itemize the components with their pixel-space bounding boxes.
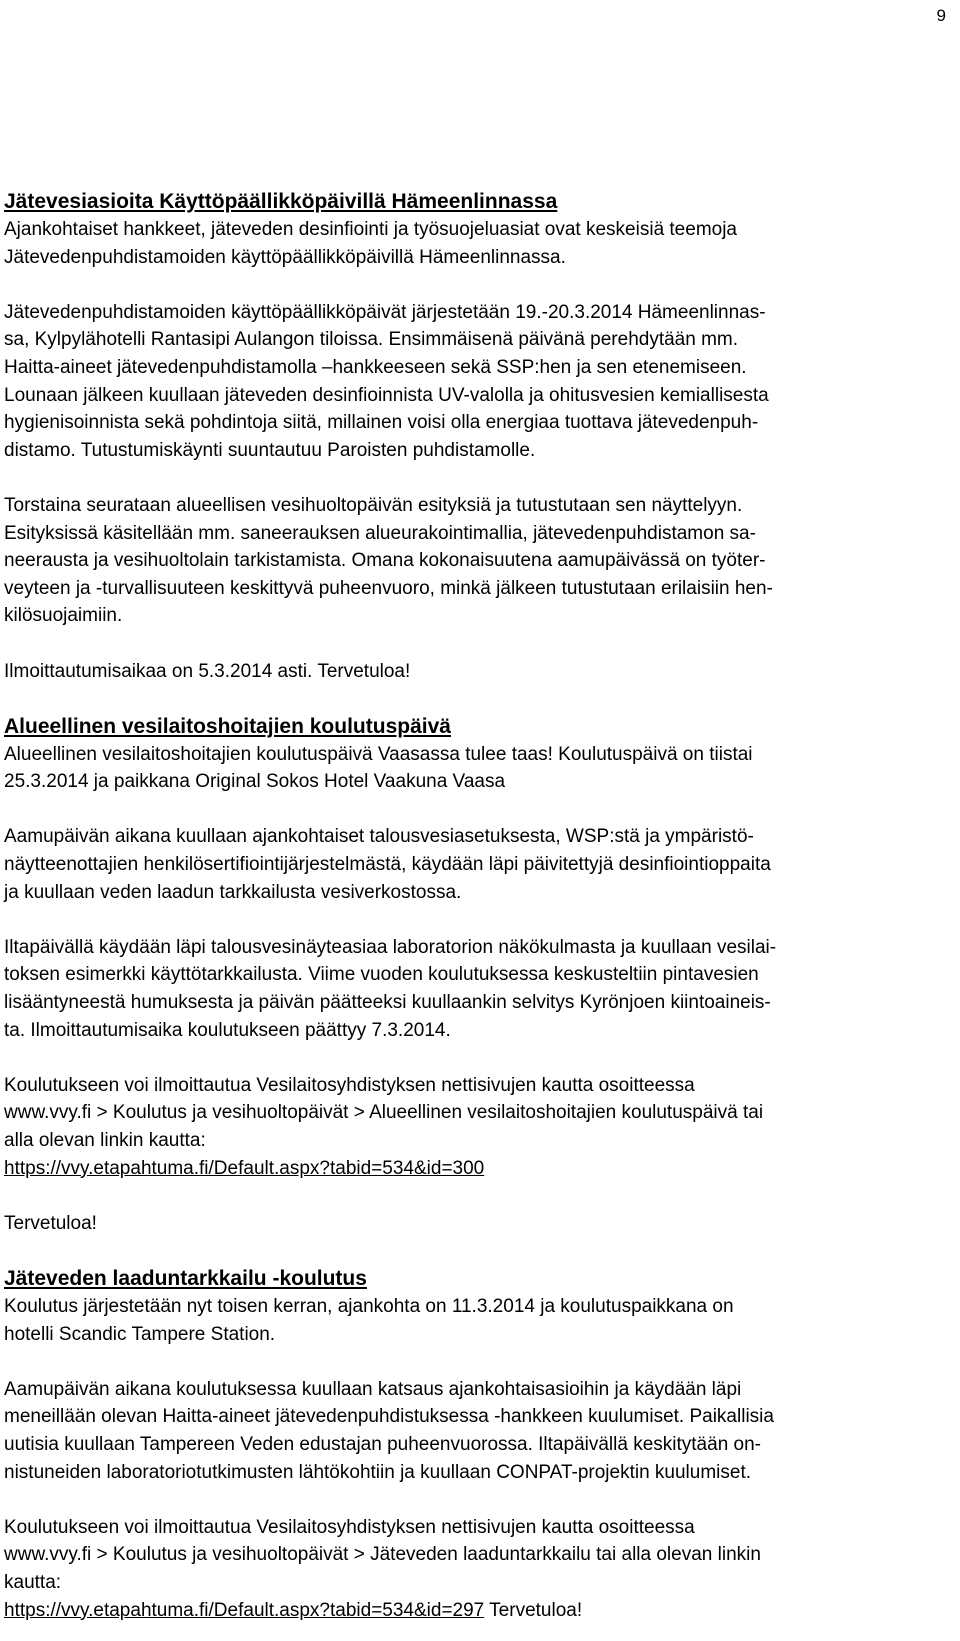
text-line: meneillään olevan Haitta-aineet jätevedenpuhdistuksessa -hankkeen kuulumiset. Paikallisia bbox=[4, 1406, 774, 1428]
section-heading: Jäteveden laaduntarkkailu -koulutus bbox=[4, 1266, 367, 1290]
text-line: neerausta ja vesihuoltolain tarkistamista. Omana kokonaisuutena aamupäivässä on työter- bbox=[4, 550, 766, 572]
text-line: Jätevedenpuhdistamoiden käyttöpäällikköpäivillä Hämeenlinnassa. bbox=[4, 246, 566, 268]
paragraph bbox=[4, 823, 952, 906]
text-line: veyteen ja -turvallisuuteen keskittyvä puheenvuoro, minkä jälkeen tutustutaan erilaisiin hen- bbox=[4, 577, 773, 599]
text-line: lisääntyneestä humuksesta ja päivän päätteeksi kuullaankin selvitys Kyrönjoen kiintoaineis- bbox=[4, 992, 771, 1014]
paragraph bbox=[4, 1514, 952, 1624]
text-line: www.vvy.fi > Koulutus ja vesihuoltopäivät > Jäteveden laaduntarkkailu tai alla olevan linkin bbox=[4, 1544, 761, 1566]
text-line: ja kuullaan veden laadun tarkkailusta vesiverkostossa. bbox=[4, 881, 462, 903]
text-line: Iltapäivällä käydään läpi talousvesinäyteasiaa laboratorion näkökulmasta ja kuullaan vesilai- bbox=[4, 936, 777, 958]
document-body bbox=[4, 188, 952, 1624]
registration-link[interactable]: https://vvy.etapahtuma.fi/Default.aspx?tabid=534&id=297 bbox=[4, 1599, 485, 1621]
section-heading: Alueellinen vesilaitoshoitajien koulutuspäivä bbox=[4, 714, 451, 738]
text-line: www.vvy.fi > Koulutus ja vesihuoltopäivät > Alueellinen vesilaitoshoitajien koulutuspäivä tai bbox=[4, 1102, 764, 1124]
paragraph bbox=[4, 1376, 952, 1486]
paragraph bbox=[4, 934, 952, 1044]
text-line: Aamupäivän aikana koulutuksessa kuullaan katsaus ajankohtaisasioihin ja käydään läpi bbox=[4, 1378, 742, 1400]
text-line: Lounaan jälkeen kuullaan jäteveden desinfioinnista UV-valolla ja ohitusvesien kemiallisesta bbox=[4, 384, 769, 406]
paragraph bbox=[4, 1210, 952, 1238]
text-line: Esityksissä käsitellään mm. saneerauksen alueurakointimallia, jätevedenpuhdistamon sa- bbox=[4, 522, 756, 544]
text-line: Alueellinen vesilaitoshoitajien koulutuspäivä Vaasassa tulee taas! Koulutuspäivä on tiistai bbox=[4, 743, 753, 765]
text-line: Torstaina seurataan alueellisen vesihuoltopäivän esityksiä ja tutustutaan sen näyttelyyn. bbox=[4, 494, 743, 516]
paragraph bbox=[4, 741, 952, 796]
registration-link-line bbox=[4, 1155, 952, 1183]
paragraph bbox=[4, 299, 952, 465]
text-line: Jätevedenpuhdistamoiden käyttöpäällikköpäivät järjestetään 19.-20.3.2014 Hämeenlinnas- bbox=[4, 301, 766, 323]
text-line: Haitta-aineet jätevedenpuhdistamolla –hankkeeseen sekä SSP:hen ja sen etenemiseen. bbox=[4, 356, 747, 378]
text-line: ta. Ilmoittautumisaika koulutukseen päättyy 7.3.2014. bbox=[4, 1019, 451, 1041]
text-line: Koulutukseen voi ilmoittautua Vesilaitosyhdistyksen nettisivujen kautta osoitteessa bbox=[4, 1074, 695, 1096]
closing-text: Tervetuloa! bbox=[484, 1599, 583, 1621]
text-line: kautta: bbox=[4, 1571, 62, 1593]
text-line: hygienisoinnista sekä pohdintoja siitä, millainen voisi olla energiaa tuottava jätevedenpuh- bbox=[4, 412, 759, 434]
paragraph bbox=[4, 1072, 952, 1182]
paragraph bbox=[4, 1293, 952, 1348]
text-line: Tervetuloa! bbox=[4, 1212, 97, 1234]
text-line: Koulutus järjestetään nyt toisen kerran, ajankohta on 11.3.2014 ja koulutuspaikkana on bbox=[4, 1295, 734, 1317]
registration-link[interactable]: https://vvy.etapahtuma.fi/Default.aspx?tabid=534&id=300 bbox=[4, 1157, 485, 1179]
text-line: sa, Kylpylähotelli Rantasipi Aulangon tiloissa. Ensimmäisenä päivänä perehdytään mm. bbox=[4, 329, 739, 351]
text-line: distamo. Tutustumiskäynti suuntautuu Paroisten puhdistamolle. bbox=[4, 439, 536, 461]
text-line: näytteenottajien henkilösertifiointijärjestelmästä, käydään läpi päivitettyjä desinfiointioppaita bbox=[4, 854, 771, 876]
page-number: 9 bbox=[936, 6, 946, 25]
text-line: alla olevan linkin kautta: bbox=[4, 1130, 206, 1151]
text-line: Ajankohtaiset hankkeet, jäteveden desinfiointi ja työsuojeluasiat ovat keskeisiä teemoja bbox=[4, 219, 738, 240]
text-line: Koulutukseen voi ilmoittautua Vesilaitosyhdistyksen nettisivujen kautta osoitteessa bbox=[4, 1516, 695, 1538]
paragraph bbox=[4, 216, 952, 271]
text-line: kilösuojaimiin. bbox=[4, 605, 123, 627]
text-line: nistuneiden laboratoriotutkimusten lähtökohtiin ja kuullaan CONPAT-projektin kuulumiset. bbox=[4, 1461, 752, 1483]
section-laaduntarkkailu-koulutus bbox=[4, 1265, 952, 1624]
paragraph bbox=[4, 658, 952, 686]
text-line: uutisia kuullaan Tampereen Veden edustajan puheenvuorossa. Iltapäivällä keskitytään on- bbox=[4, 1433, 761, 1455]
text-line: toksen esimerkki käyttötarkkailusta. Viime vuoden koulutuksessa keskusteltiin pintavesien bbox=[4, 964, 759, 986]
text-line: hotelli Scandic Tampere Station. bbox=[4, 1323, 276, 1345]
section-heading: Jätevesiasioita Käyttöpäällikköpäivillä Hämeenlinnassa bbox=[4, 190, 558, 213]
text-line: Aamupäivän aikana kuullaan ajankohtaiset talousvesiasetuksesta, WSP:stä ja ympäristö- bbox=[4, 826, 754, 848]
section-kayttopaallikkopaivat bbox=[4, 188, 952, 685]
section-vesilaitoshoitajien-koulutuspaiva bbox=[4, 713, 952, 1238]
text-line: Ilmoittautumisaikaa on 5.3.2014 asti. Tervetuloa! bbox=[4, 660, 411, 682]
text-line: 25.3.2014 ja paikkana Original Sokos Hotel Vaakuna Vaasa bbox=[4, 771, 506, 793]
registration-link-line bbox=[4, 1597, 952, 1625]
paragraph bbox=[4, 492, 952, 630]
